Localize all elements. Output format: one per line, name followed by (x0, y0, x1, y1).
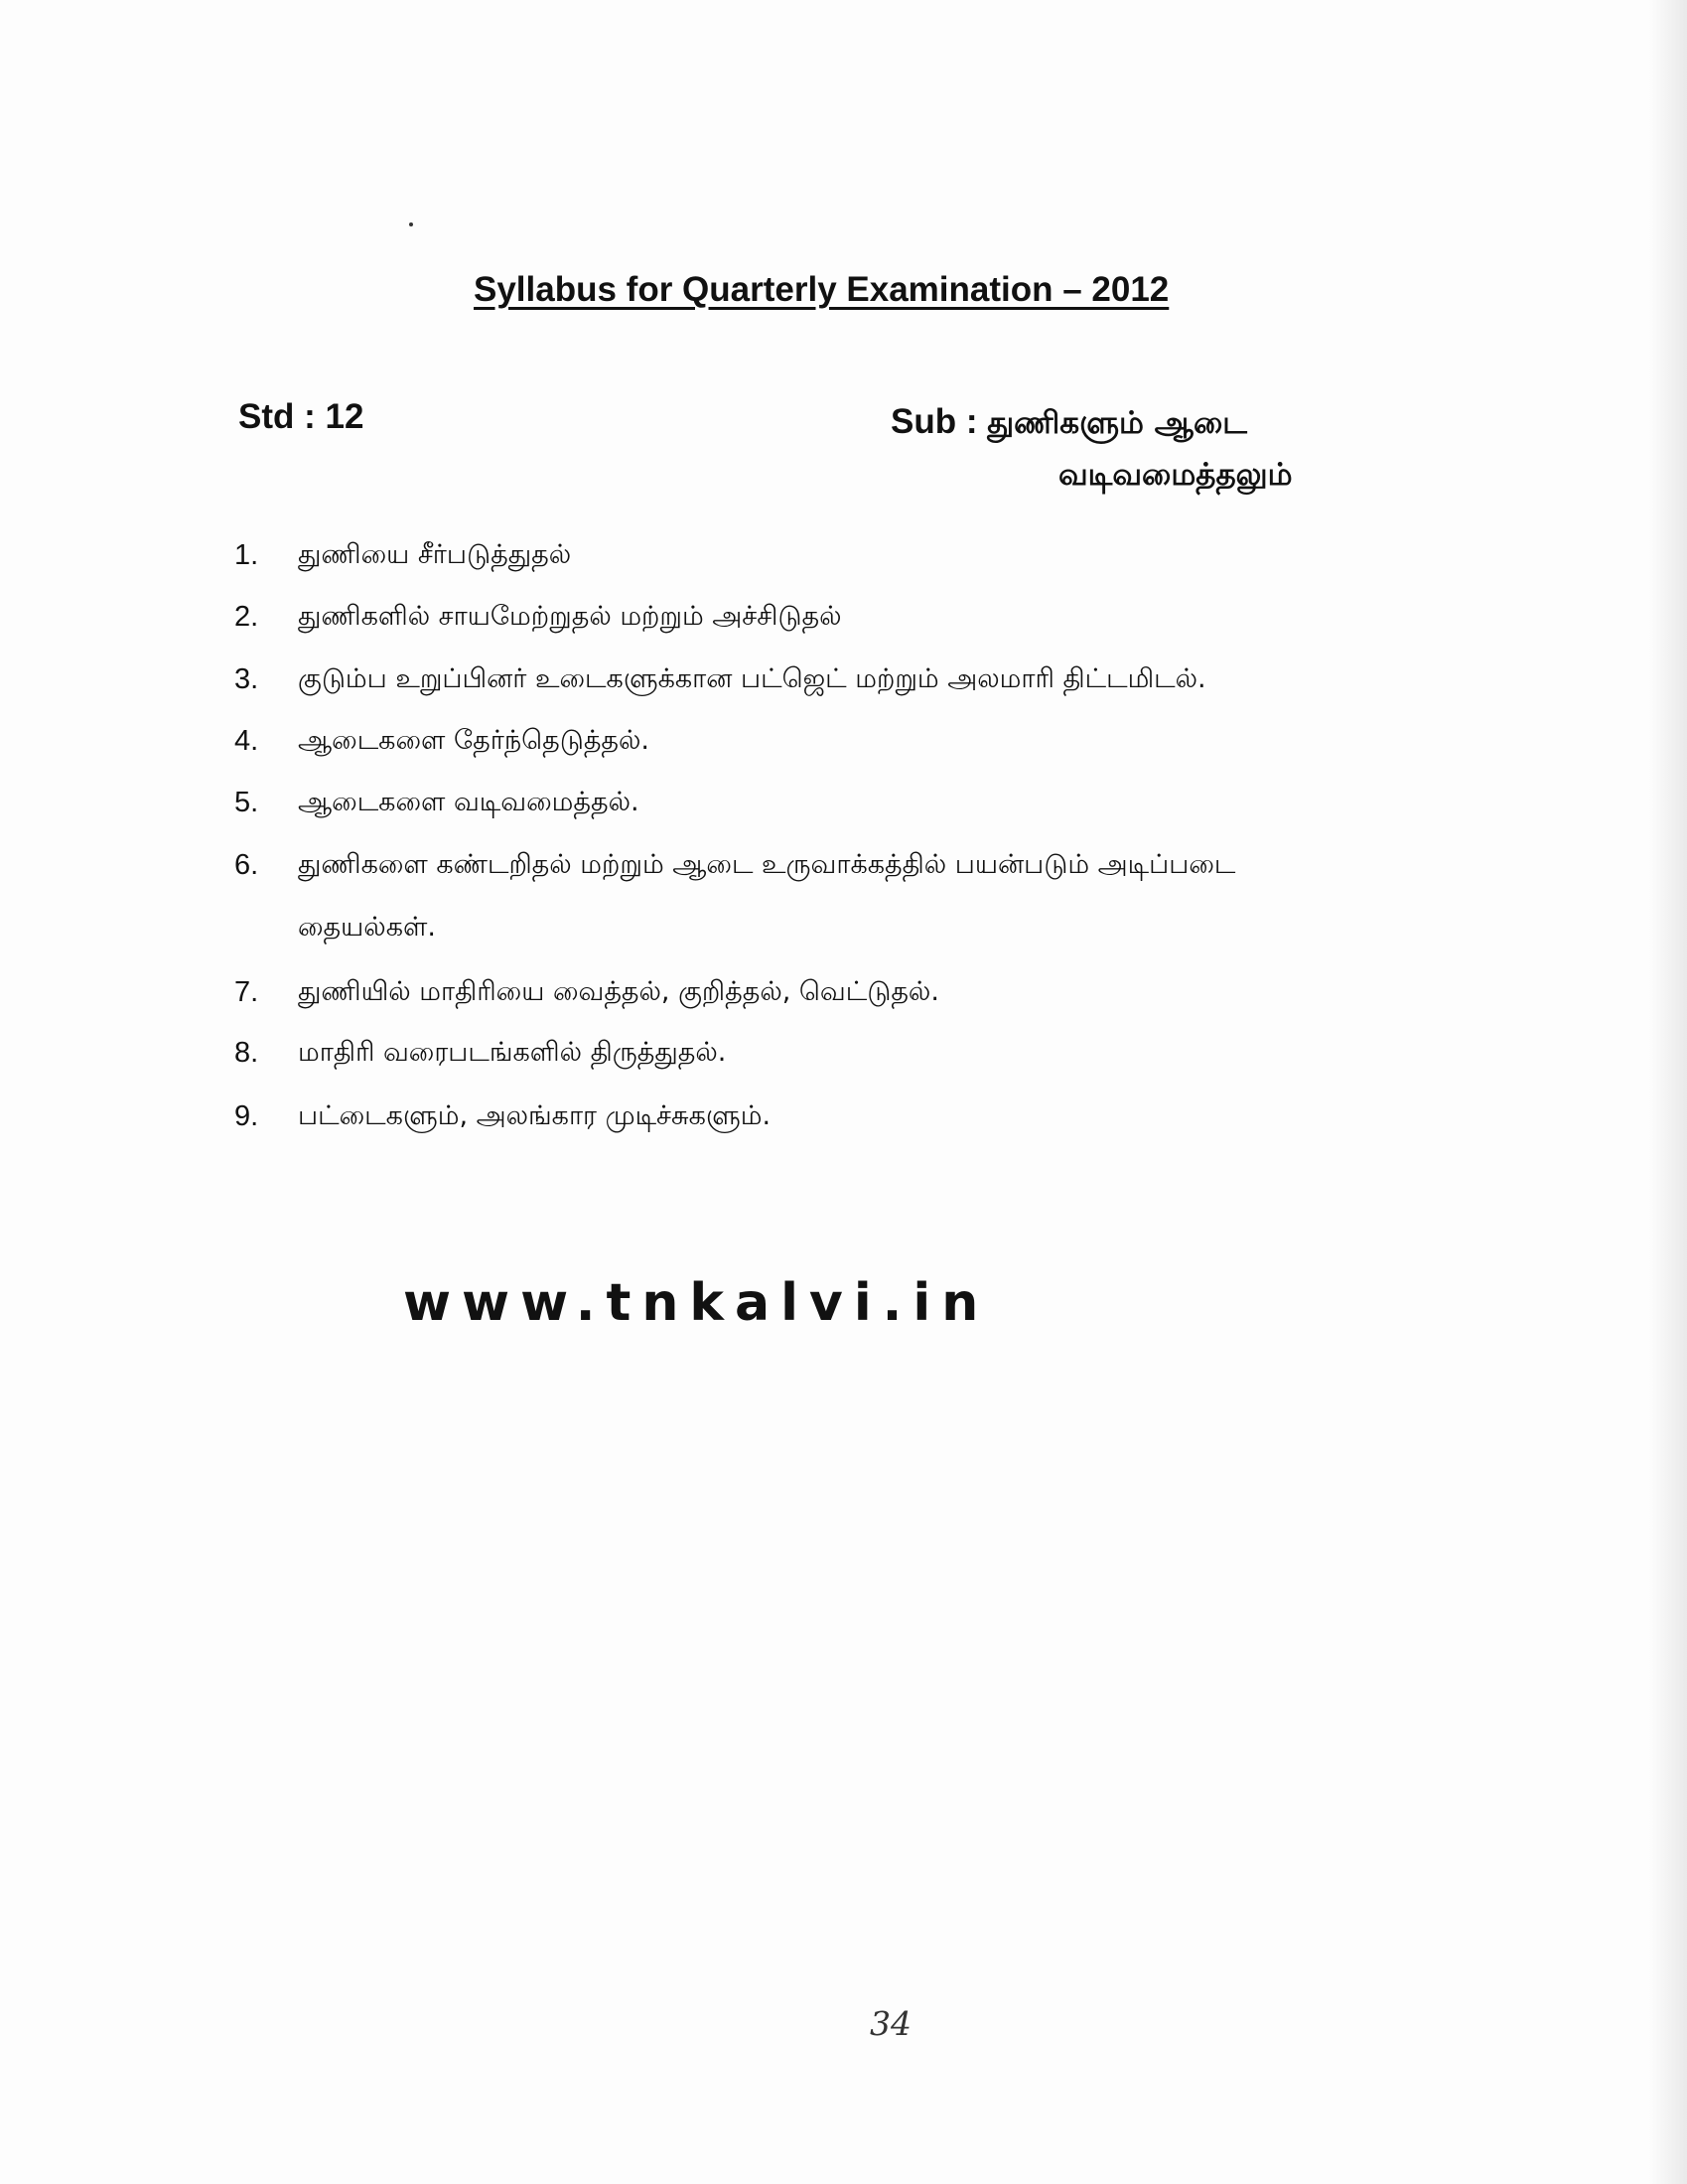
item-number: 9. (234, 1100, 259, 1132)
item-number: 8. (234, 1037, 259, 1069)
scan-speck (409, 222, 413, 226)
item-text: பட்டைகளும், அலங்கார முடிச்சுகளும். (298, 1100, 772, 1131)
document-title: Syllabus for Quarterly Examination – 2012 (474, 270, 1170, 309)
subject-label: Sub : (891, 402, 978, 441)
item-text: ஆடைகளை வடிவமைத்தல். (298, 787, 639, 817)
item-number: 6. (234, 849, 259, 881)
standard-label: Std : 12 (238, 397, 364, 436)
item-number: 4. (234, 725, 259, 757)
item-number: 7. (234, 976, 259, 1008)
item-text: துணியை சீர்படுத்துதல் (298, 539, 572, 570)
item-text: துணிகளை கண்டறிதல் மற்றும் ஆடை உருவாக்கத்தில் பயன்படும் அடிப்படை (298, 849, 1236, 880)
item-text-continued: தையல்கள். (298, 912, 436, 943)
item-text: துணிகளில் சாயமேற்றுதல் மற்றும் அச்சிடுதல் (298, 601, 842, 632)
item-text: துணியில் மாதிரியை வைத்தல், குறித்தல், வெட்டுதல். (298, 976, 939, 1007)
item-number: 5. (234, 787, 259, 818)
item-text: ஆடைகளை தேர்ந்தெடுத்தல். (298, 725, 650, 756)
item-number: 1. (234, 539, 259, 571)
page-number: 34 (870, 2004, 912, 2043)
website-watermark: www.tnkalvi.in (403, 1273, 990, 1333)
scan-edge-shadow (1649, 0, 1687, 2184)
item-number: 3. (234, 663, 259, 695)
item-number: 2. (234, 601, 259, 633)
subject-name-line2: வடிவமைத்தலும் (1058, 457, 1293, 493)
item-text: மாதிரி வரைபடங்களில் திருத்துதல். (298, 1037, 727, 1068)
item-text: குடும்ப உறுப்பினர் உடைகளுக்கான பட்ஜெட் மற்றும் அலமாரி திட்டமிடல். (298, 663, 1206, 694)
subject-heading (891, 402, 1247, 445)
subject-name-line1: துணிகளும் ஆடை (987, 405, 1247, 441)
